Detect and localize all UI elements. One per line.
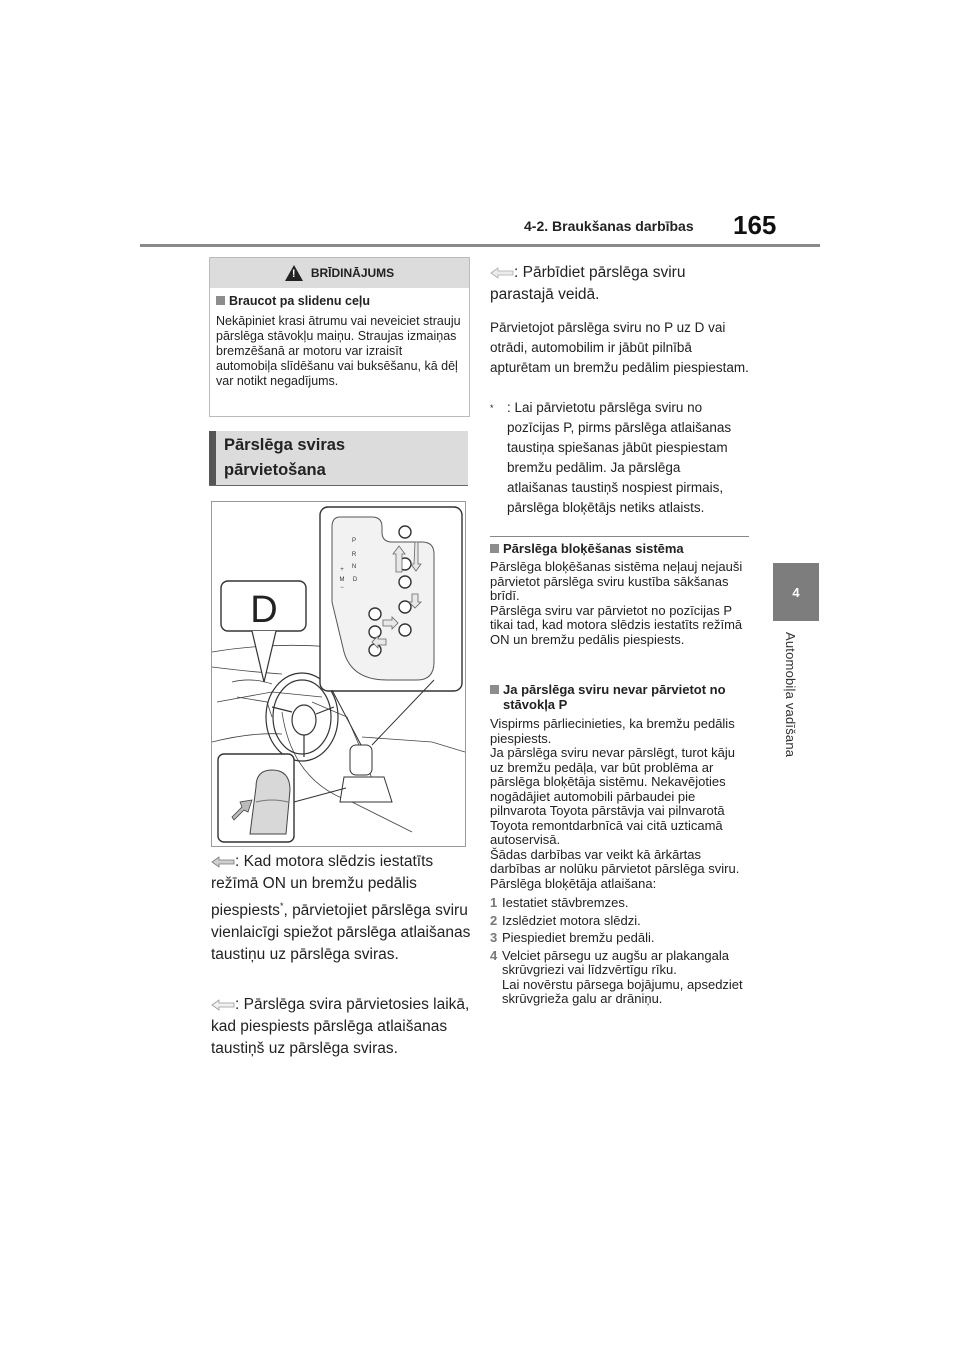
solid-arrow-icon xyxy=(211,856,235,868)
warning-header xyxy=(210,258,469,288)
warning-triangle-icon: ! xyxy=(285,265,303,281)
right-paragraph-1: : Pārbīdiet pārslēga sviru parastajā veidā. xyxy=(490,264,686,303)
right-paragraph-2: Pārvietojot pārslēga sviru no P uz D vai otrādi, automobilim ir jābūt pilnībā apturētam un bremžu pedālim piespiestam. xyxy=(490,320,749,375)
lock-system-heading: Pārslēga bloķēšanas sistēma xyxy=(490,541,750,556)
gate-side-minus: − xyxy=(340,585,344,591)
warning-title: BRĪDINĀJUMS xyxy=(310,266,395,280)
warning-subtitle: Braucot pa slidenu ceļu xyxy=(216,294,469,308)
outline-arrow-icon xyxy=(211,999,235,1011)
right-rule xyxy=(490,536,749,537)
section-rule xyxy=(209,485,468,486)
shift-lever-illustration xyxy=(211,501,466,847)
lock-system-block xyxy=(490,541,750,647)
dashed-arrow-icon xyxy=(490,267,514,279)
release-steps xyxy=(490,896,750,1007)
gate-letter-d: D xyxy=(352,577,358,583)
illustration-svg xyxy=(212,502,465,846)
gate-side-m: M xyxy=(339,577,345,583)
warning-body: Nekāpiniet krasi ātrumu vai neveiciet strauju pārslēga stāvokļu maiņu. Straujas izmaiņas bremzēšanā ar motoru var izraisīt automobiļa slīdēšanu vai buksēšanu, kā dēļ var notikt negadījums. xyxy=(216,314,461,388)
chapter-label: Automobiļa vadīšana xyxy=(783,632,798,758)
footnote: * : Lai pārvietotu pārslēga sviru no pozīcijas P, pirms pārslēga atlaišanas taustiņa spiešanas jābūt piespiestam bremžu pedālim. Ja pārslēga atlaišanas taustiņš nospiest pirmais, pārslēga bloķētājs netiks atlaists. xyxy=(490,400,732,515)
cannot-shift-block xyxy=(490,682,750,1010)
step-item: 1 Iestatiet stāvbremzes. xyxy=(490,895,629,910)
gate-side-plus: + xyxy=(340,567,344,573)
section-header: 4-2. Braukšanas darbības xyxy=(524,218,694,234)
section-title xyxy=(209,431,468,485)
callout-letter: D xyxy=(250,589,278,631)
gate-letter-r: R xyxy=(351,552,357,558)
square-bullet-icon xyxy=(490,685,499,694)
header-rule xyxy=(140,244,820,247)
page-number: 165 xyxy=(733,210,777,240)
section-title-line1: Pārslēga sviras xyxy=(224,436,346,454)
chapter-number: 4 xyxy=(792,584,800,600)
cannot-shift-heading: Ja pārslēga sviru nevar pārvietot no stāvokļa P xyxy=(490,682,750,712)
square-bullet-icon xyxy=(216,296,225,305)
lock-system-body: Pārslēga bloķēšanas sistēma neļauj nejauši pārvietot pārslēga sviru kustība sākšanas brīdī. Pārslēga sviru var pārvietot no pozīcijas P tikai tad, kad motora slēdzis iestatīts režīmā ON un bremžu pedālis piespiests. xyxy=(490,559,743,647)
left-paragraph-1: : Kad motora slēdzis iestatīts režīmā ON un bremžu pedālis piespiests*, pārvietojiet pārslēga sviru vienlaicīgi spiežot pārslēga atlaišanas taustiņu uz pārslēga sviras. xyxy=(211,853,471,964)
gate-letter-p: P xyxy=(351,538,357,544)
step-item: 2 Izslēdziet motora slēdzi. xyxy=(490,912,641,928)
step-item: 4 Velciet pārsegu uz augšu ar plakangala skrūvgriezi vai līdzvērtīgu rīku. Lai novērstu pārsega bojājumu, apsedziet skrūvgrieža galu ar drāniņu. xyxy=(490,947,743,1006)
step-item: 3 Piespiediet bremžu pedāli. xyxy=(490,930,655,945)
square-bullet-icon xyxy=(490,544,499,553)
cannot-shift-body: Vispirms pārliecinieties, ka bremžu pedālis piespiests. Ja pārslēga sviru nevar pārslēgt, turot kāju uz bremžu pedāļa, var būt problēma ar pārslēga bloķētāja sistēmu. Nekavējoties nogādājiet automobili pārbaudei pie pilnvarota Toyota pārstāvja vai pilnvarotā Toyota remontdarbnīcā vai citā uzticamā autoservisā. Šādas darbības var veikt kā ārkārtas darbības ar nolūku pārvietot pārslēga sviru. Pārslēga bloķētāja atlaišana: xyxy=(490,716,740,891)
gate-letter-n: N xyxy=(351,564,357,570)
chapter-tab xyxy=(773,563,819,621)
warning-box xyxy=(209,257,470,417)
left-paragraph-2: : Pārslēga svira pārvietosies laikā, kad piespiests pārslēga atlaišanas taustiņš uz pārslēga sviras. xyxy=(211,996,470,1057)
section-title-line2: pārvietošana xyxy=(224,461,326,479)
